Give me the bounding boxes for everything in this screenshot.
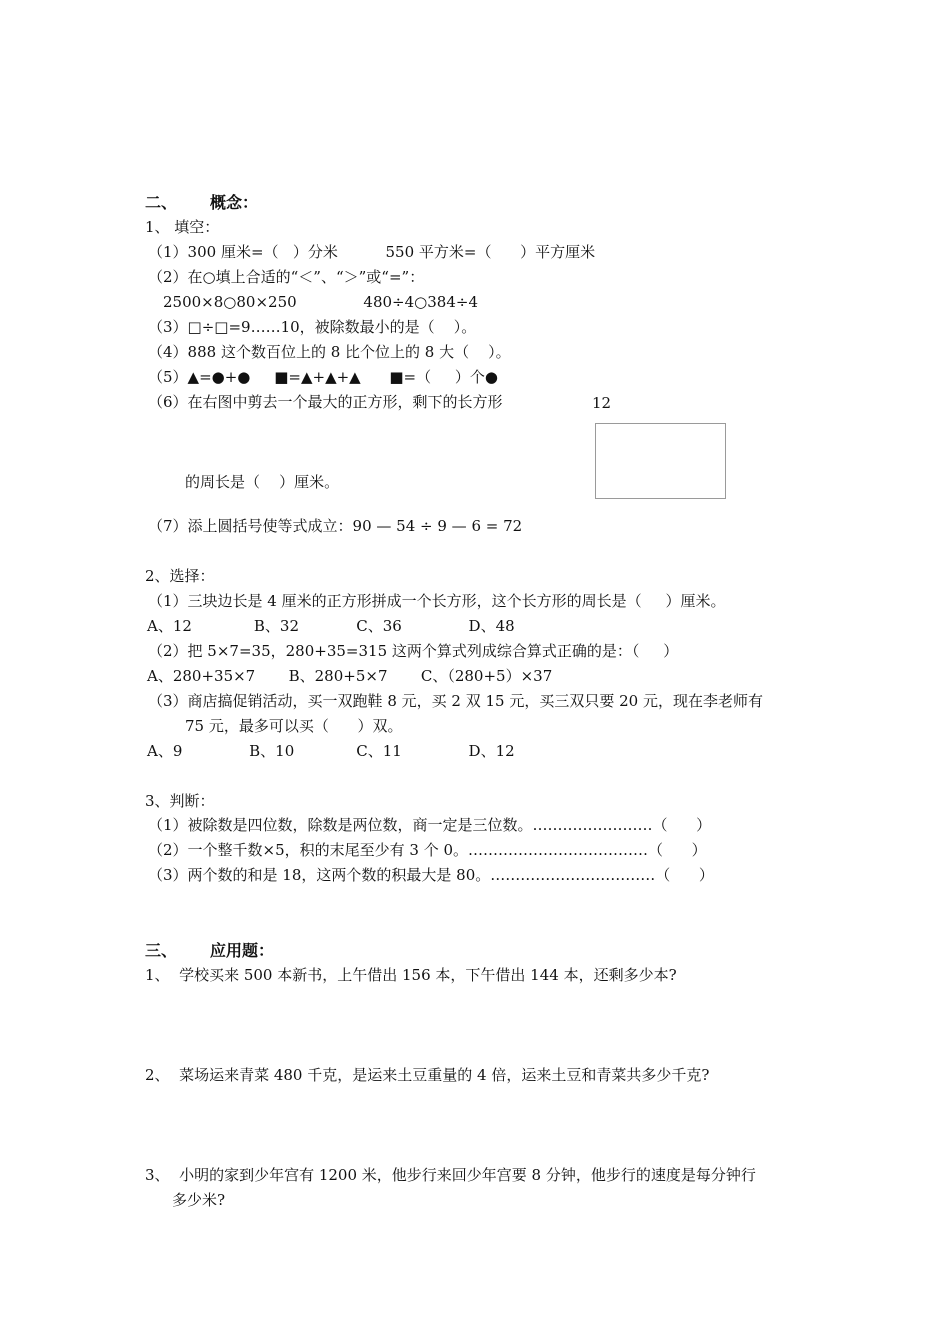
rectangle-side-label: 12 [592, 394, 612, 412]
section-3-title: 应用题： [210, 941, 275, 960]
word-problem-3-line2: 多少米? [172, 1191, 226, 1209]
choice-q1: （1）三块边长是 4 厘米的正方形拼成一个长方形，这个长方形的周长是（ ）厘米。 [148, 592, 726, 610]
section-2-number: 二、 [145, 193, 178, 212]
fill-q2-expressions: 2500×8○80×250 480÷4○384÷4 [163, 293, 478, 311]
fill-q4: （4）888 这个数百位上的 8 比个位上的 8 大（ ）。 [148, 343, 511, 361]
judge-title: 3、判断： [145, 792, 215, 810]
choice-title: 2、选择： [145, 567, 215, 585]
fill-q6-line1: （6）在右图中剪去一个最大的正方形，剩下的长方形 [148, 393, 503, 411]
fill-q6-line2: 的周长是（ ）厘米。 [185, 473, 340, 491]
fill-blank-title: 1、 填空： [145, 218, 220, 236]
choice-q2-options: A、280+35×7 B、280+5×7 C、（280+5）×37 [147, 667, 553, 685]
choice-q3-options: A、9 B、10 C、11 D、12 [147, 742, 515, 760]
choice-q3-line2: 75 元，最多可以买（ ）双。 [185, 717, 403, 735]
section-3-number: 三、 [145, 941, 178, 960]
section-2-title: 概念： [210, 193, 259, 212]
judge-q3: （3）两个数的和是 18，这两个数的积最大是 80。……………………………（ ） [148, 866, 714, 884]
choice-q1-options: A、12 B、32 C、36 D、48 [147, 617, 515, 635]
choice-q2: （2）把 5×7=35，280+35=315 这两个算式列成综合算式正确的是：（ ） [148, 642, 679, 660]
word-problem-1: 1、 学校买来 500 本新书，上午借出 156 本，下午借出 144 本，还剩多少本? [145, 966, 677, 984]
fill-q3: （3）□÷□=9……10，被除数最小的是（ ）。 [148, 318, 477, 336]
choice-q3-line1: （3）商店搞促销活动，买一双跑鞋 8 元，买 2 双 15 元，买三双只要 20 元，现在李老师有 [148, 692, 763, 710]
word-problem-2: 2、 菜场运来青菜 480 千克，是运来土豆重量的 4 倍，运来土豆和青菜共多少千克? [145, 1066, 710, 1084]
fill-q5: （5）▲=●+● ■=▲+▲+▲ ■=（ ）个● [148, 368, 498, 386]
judge-q1: （1）被除数是四位数，除数是两位数，商一定是三位数。……………………（ ） [148, 816, 712, 834]
rectangle-figure [595, 423, 726, 499]
judge-q2: （2）一个整千数×5，积的末尾至少有 3 个 0。………………………………（ ） [148, 841, 707, 859]
fill-q7: （7）添上圆括号使等式成立：90 — 54 ÷ 9 — 6 = 72 [148, 517, 523, 535]
fill-q1: （1）300 厘米=（ ）分米 550 平方米=（ ）平方厘米 [148, 243, 596, 261]
word-problem-3-line1: 3、 小明的家到少年宫有 1200 米，他步行来回少年宫要 8 分钟，他步行的速度是每分钟行 [145, 1166, 756, 1184]
fill-q2: （2）在○填上合适的“＜”、“＞”或“=”： [148, 268, 425, 286]
